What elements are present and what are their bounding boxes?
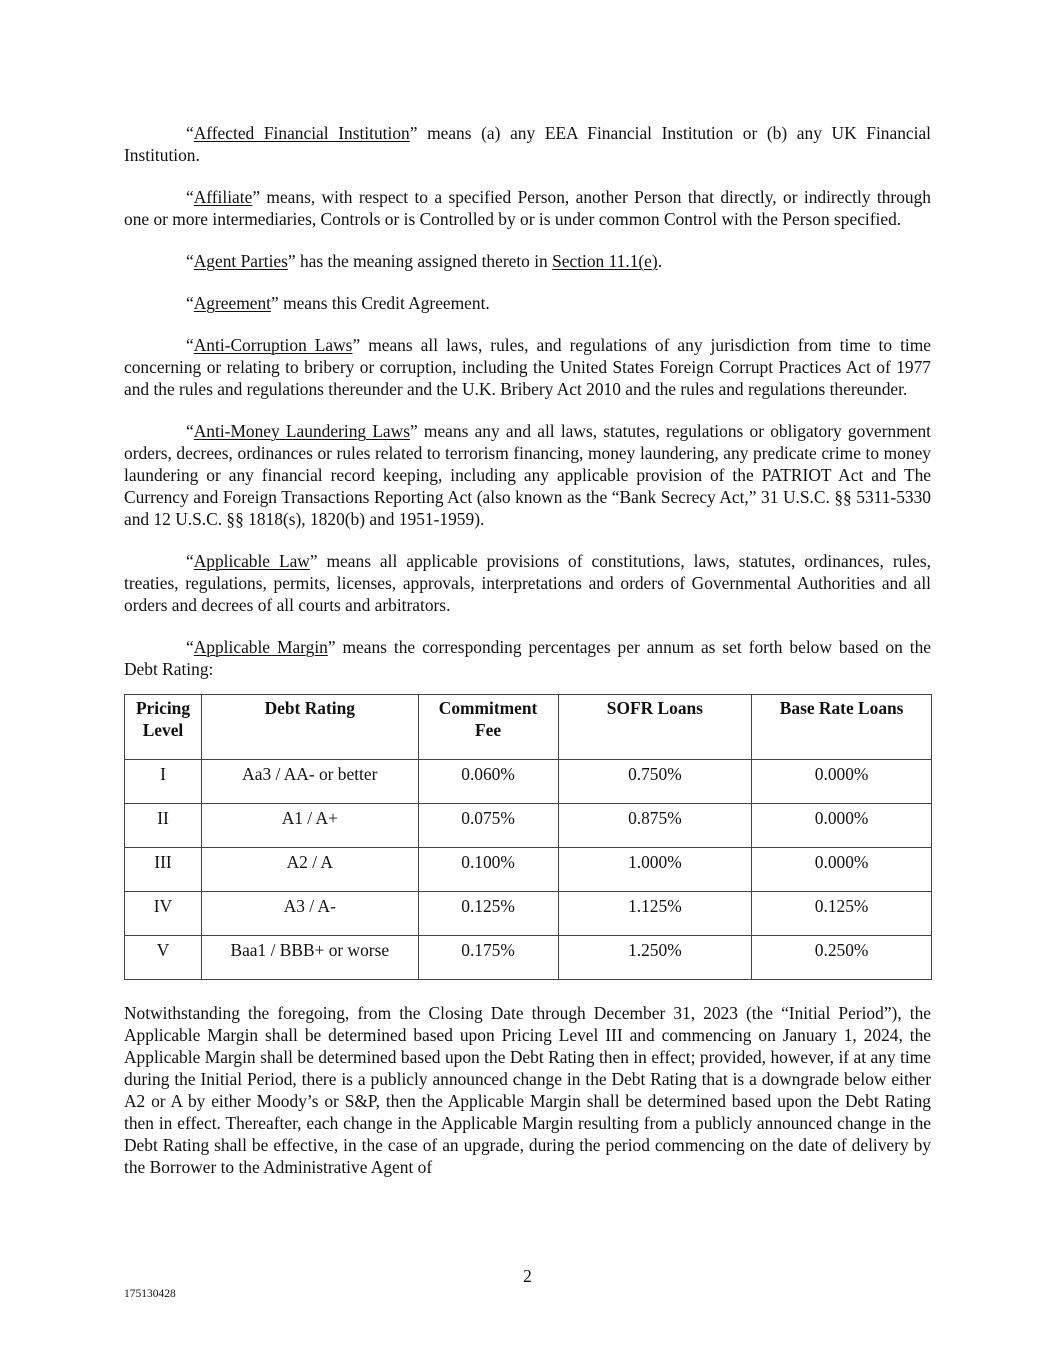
cell-fee: 0.175% [418,936,558,980]
pricing-table [124,694,932,980]
header-base-rate-loans: Base Rate Loans [752,695,932,760]
open-quote: “ [186,187,194,207]
header-text: Fee [475,720,502,740]
definition-affiliate [124,186,931,230]
open-quote: “ [186,551,194,571]
cell-base-rate: 0.125% [752,892,932,936]
definition-agent-parties [124,250,931,272]
definition-agreement [124,292,931,314]
open-quote: “ [186,335,194,355]
cell-fee: 0.125% [418,892,558,936]
defined-term: Agreement [193,293,271,313]
cell-sofr: 1.125% [558,892,752,936]
definition-applicable-margin [124,636,931,680]
header-commitment-fee [418,695,558,760]
header-sofr-loans: SOFR Loans [558,695,752,760]
defined-term: Applicable Margin [193,637,328,657]
definition-text: ” means all laws, rules, and regulations of any jurisdiction from time to time concerning or relating to bribery or corruption, including the United States Foreign Corrupt Practices Act of 1977 and the rules and regulations thereunder and the U.K. Bribery Act 2010 and the rules and regulations thereunder. [124,335,932,399]
cell-fee: 0.060% [418,760,558,804]
definition-text: ” means this Credit Agreement. [271,293,490,313]
definition-text: ” means any and all laws, statutes, regulations or obligatory government orders, decrees, ordinances or rules related to terrorism financing, money laundering, any predicate crime to money laundering or any financial record keeping, including any applicable provision of the PATRIOT Act and The Currency and Foreign Transactions Reporting Act (also known as the “Bank Secrecy Act,” 31 U.S.C. §§ 5311-5330 and 12 U.S.C. §§ 1818(s), 1820(b) and 1951-1959). [124,421,931,529]
defined-term: Applicable Law [193,551,310,571]
cell-level: IV [125,892,202,936]
cell-level: I [125,760,202,804]
page-number: 2 [523,1266,532,1286]
table-header-row [125,695,932,760]
defined-term: Agent Parties [193,251,288,271]
open-quote: “ [186,123,194,143]
table-row [125,760,932,804]
defined-term: Affected Financial Institution [193,123,410,143]
cell-sofr: 0.750% [558,760,752,804]
cell-sofr: 0.875% [558,804,752,848]
open-quote: “ [186,251,194,271]
header-text: Commitment [438,698,538,718]
table-row [125,936,932,980]
cell-rating: Aa3 / AA- or better [201,760,418,804]
cell-rating: A2 / A [201,848,418,892]
open-quote: “ [186,637,194,657]
definition-applicable-law [124,550,931,616]
cell-fee: 0.100% [418,848,558,892]
definition-text: ” means the corresponding percentages per annum as set forth below based on the Debt Rating: [124,637,931,679]
header-debt-rating: Debt Rating [201,695,418,760]
table-row [125,804,932,848]
definition-text: ” means, with respect to a specified Person, another Person that directly, or indirectly through one or more intermediaries, Controls or is Controlled by or is under common Control with the Person specified. [124,187,931,229]
cell-base-rate: 0.000% [752,804,932,848]
header-text: Level [142,720,184,740]
definition-anti-corruption-laws [124,334,931,400]
definition-text: ” means (a) any EEA Financial Institution or (b) any UK Financial Institution. [124,123,931,165]
defined-term: Affiliate [193,187,253,207]
cell-sofr: 1.000% [558,848,752,892]
definition-anti-money-laundering-laws [124,420,931,530]
definition-end: . [657,251,663,271]
definition-text: ” has the meaning assigned thereto in [287,251,553,271]
cell-rating: Baa1 / BBB+ or worse [201,936,418,980]
cell-base-rate: 0.000% [752,760,932,804]
cell-level: V [125,936,202,980]
cell-sofr: 1.250% [558,936,752,980]
defined-term: Anti-Corruption Laws [193,335,353,355]
document-id: 175130428 [124,1288,176,1300]
open-quote: “ [186,421,194,441]
cell-rating: A3 / A- [201,892,418,936]
header-pricing-level [125,695,202,760]
cell-base-rate: 0.250% [752,936,932,980]
definition-text: ” means all applicable provisions of constitutions, laws, statutes, ordinances, rules, treaties, regulations, permits, licenses, approvals, interpretations and orders of Governmental Authorities and all orders and decrees of all courts and arbitrators. [124,551,931,615]
cell-level: III [125,848,202,892]
notwithstanding-paragraph: Notwithstanding the foregoing, from the Closing Date through December 31, 2023 (the “Initial Period”), the Applicable Margin shall be determined based upon Pricing Level III and commencing on January 1, 2024, the Applicable Margin shall be determined based upon the Debt Rating then in effect; provided, however, if at any time during the Initial Period, there is a publicly announced change in the Debt Rating that is a downgrade below either A2 or A by either Moody’s or S&P, then the Applicable Margin shall be determined based upon the Debt Rating then in effect. Thereafter, each change in the Applicable Margin resulting from a publicly announced change in the Debt Rating shall be effective, in the case of an upgrade, during the period commencing on the date of delivery by the Borrower to the Administrative Agent of [124,1003,931,1177]
definition-affected-financial-institution [124,122,931,166]
table-row [125,892,932,936]
header-text: Pricing [135,698,191,718]
cell-fee: 0.075% [418,804,558,848]
table-row [125,848,932,892]
cell-level: II [125,804,202,848]
cell-rating: A1 / A+ [201,804,418,848]
section-reference: Section 11.1(e) [552,251,658,271]
open-quote: “ [186,293,194,313]
document-body [124,122,931,1198]
cell-base-rate: 0.000% [752,848,932,892]
defined-term: Anti-Money Laundering Laws [193,421,410,441]
